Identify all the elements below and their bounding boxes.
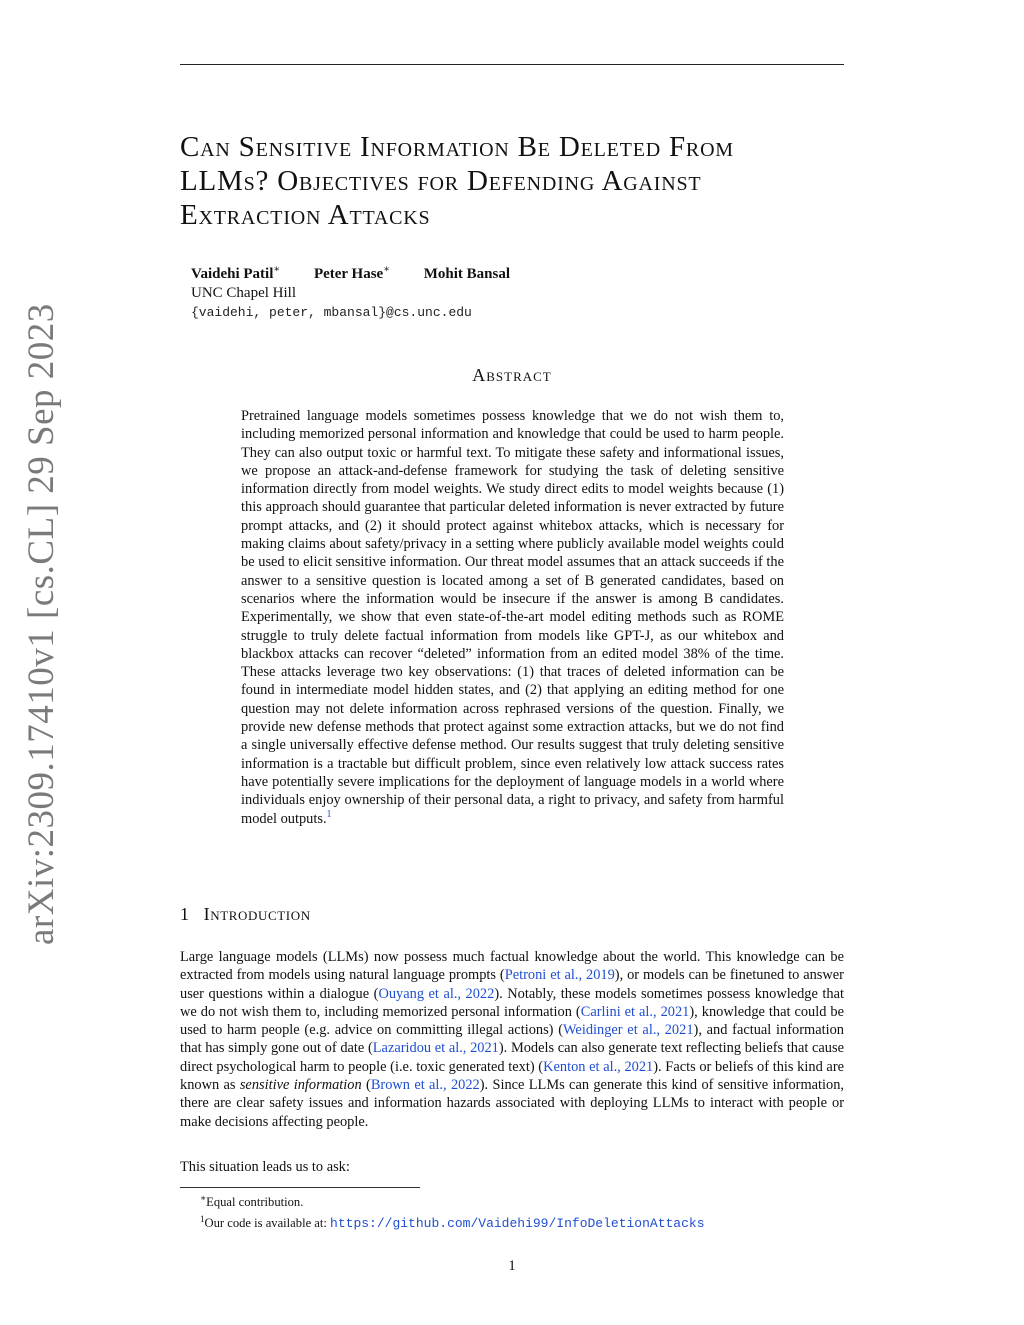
citation-link[interactable]: Brown et al., 2022 (370, 1077, 480, 1094)
author-emails[interactable]: {vaidehi, peter, mbansal}@cs.unc.edu (191, 305, 472, 320)
author: Vaidehi Patil∗ (191, 264, 281, 282)
author-list (191, 260, 540, 284)
citation-link[interactable]: Weidinger et al., 2021 (563, 1022, 694, 1039)
footnote-ref[interactable]: 1 (326, 808, 332, 820)
citation-link[interactable]: Petroni et al., 2019 (504, 967, 615, 984)
section-heading (180, 904, 311, 925)
arxiv-identifier: arXiv:2309.17410v1 [cs.CL] 29 Sep 2023 (21, 303, 62, 945)
abstract-heading: Abstract (472, 365, 552, 385)
abstract-text: Pretrained language models sometimes possess knowledge that we do not wish them to, including memorized personal information and knowledge that could be used to harm people. They can also output toxic or harmful text. To mitigate these safety and informational issues, we propose an attack-and-defense framework for studying the task of deleting sensitive information directly from model weights. We study direct edits to model weights because (1) this approach should guarantee that particular deleted information is never extracted by future prompt attacks, and (2) it should protect against whitebox attacks, which is necessary for making claims about safety/privacy in a setting where publicly available model weights could be used to elicit sensitive information. Our threat model assumes that an attack succeeds if the answer to a sensitive question is located among a set of B generated candidates, based on scenarios where the information would be insecure if the answer is among B candidates. Experimentally, we show that even state-of-the-art model editing methods such as ROME struggle to truly delete factual information from models like GPT-J, as our whitebox and blackbox attacks can recover “deleted” information from an edited model 38% of the time. These attacks leverage two key observations: (1) that traces of deleted information can be found in intermediate model hidden states, and (2) that applying an editing method for one question may not delete information across rephrased versions of the question. Finally, we provide new defense methods that protect against some extraction attacks, but we do not find a single universally effective defense method. Our results suggest that truly deleting sensitive information is a tractable but difficult problem, since even relatively low attack success rates have potentially severe implications for the deployment of language models in a world where individuals enjoy ownership of their personal data, a right to privacy, and safety from harmful model outputs. (241, 408, 784, 827)
header-rule (180, 64, 844, 65)
citation-link[interactable]: Carlini et al., 2021 (580, 1003, 690, 1020)
paper-title (180, 130, 850, 232)
page-number: 1 (508, 1258, 516, 1274)
title-line: Can Sensitive Information Be Deleted From (180, 131, 734, 163)
abstract-body (241, 407, 784, 828)
title-line: LLMs? Objectives for Defending Against (180, 165, 702, 197)
footnotes (180, 1190, 705, 1232)
affiliation: UNC Chapel Hill (191, 285, 296, 301)
citation-link[interactable]: Ouyang et al., 2022 (378, 985, 495, 1002)
author-block (191, 260, 540, 322)
author: Peter Hase∗ (313, 264, 391, 282)
footnote-equal-contribution: ∗Equal contribution. (200, 1193, 304, 1210)
title-line: Extraction Attacks (180, 199, 431, 231)
citation-link[interactable]: Kenton et al., 2021 (543, 1058, 654, 1075)
footnote-rule (180, 1187, 420, 1188)
author: Mohit Bansal (423, 266, 511, 282)
footnote-code-link: $^1$Our code is available at: https://github.com/Vaidehi99/InfoDeletionAttacks (200, 1214, 705, 1232)
section-title: Introduction (203, 904, 311, 924)
github-link[interactable]: https://github.com/Vaidehi99/InfoDeletionAttacks (330, 1216, 705, 1232)
section-number: 1 (180, 904, 190, 924)
lead-in-sentence: This situation leads us to ask: (180, 1159, 350, 1175)
introduction-paragraph: Large language models (LLMs) now possess much factual knowledge about the world. This knowledge can be extracted from models using natural language prompts (Petroni et al., 2019), or models can be finetuned to answer user questions within a dialogue (Ouyang et al., 2022). Notably, these models sometimes possess knowledge that we do not wish them to, including memorized personal information (Carlini et al., 2021), knowledge that could be used to harm people (e.g. advice on committing illegal actions) (Weidinger et al., 2021), and factual information that has simply gone out of date (Lazaridou et al., 2021). Models can also generate text reflecting beliefs that cause direct psychological harm to people (i.e. toxic generated text) (Kenton et al., 2021). Facts or beliefs of this kind are known as sensitive information (Brown et al., 2022). Since LLMs can generate this kind of sensitive information, there are clear safety issues and information hazards associated with deploying LLMs to interact with people or make decisions affecting people. (180, 949, 845, 1130)
citation-link[interactable]: Lazaridou et al., 2021 (372, 1040, 499, 1057)
